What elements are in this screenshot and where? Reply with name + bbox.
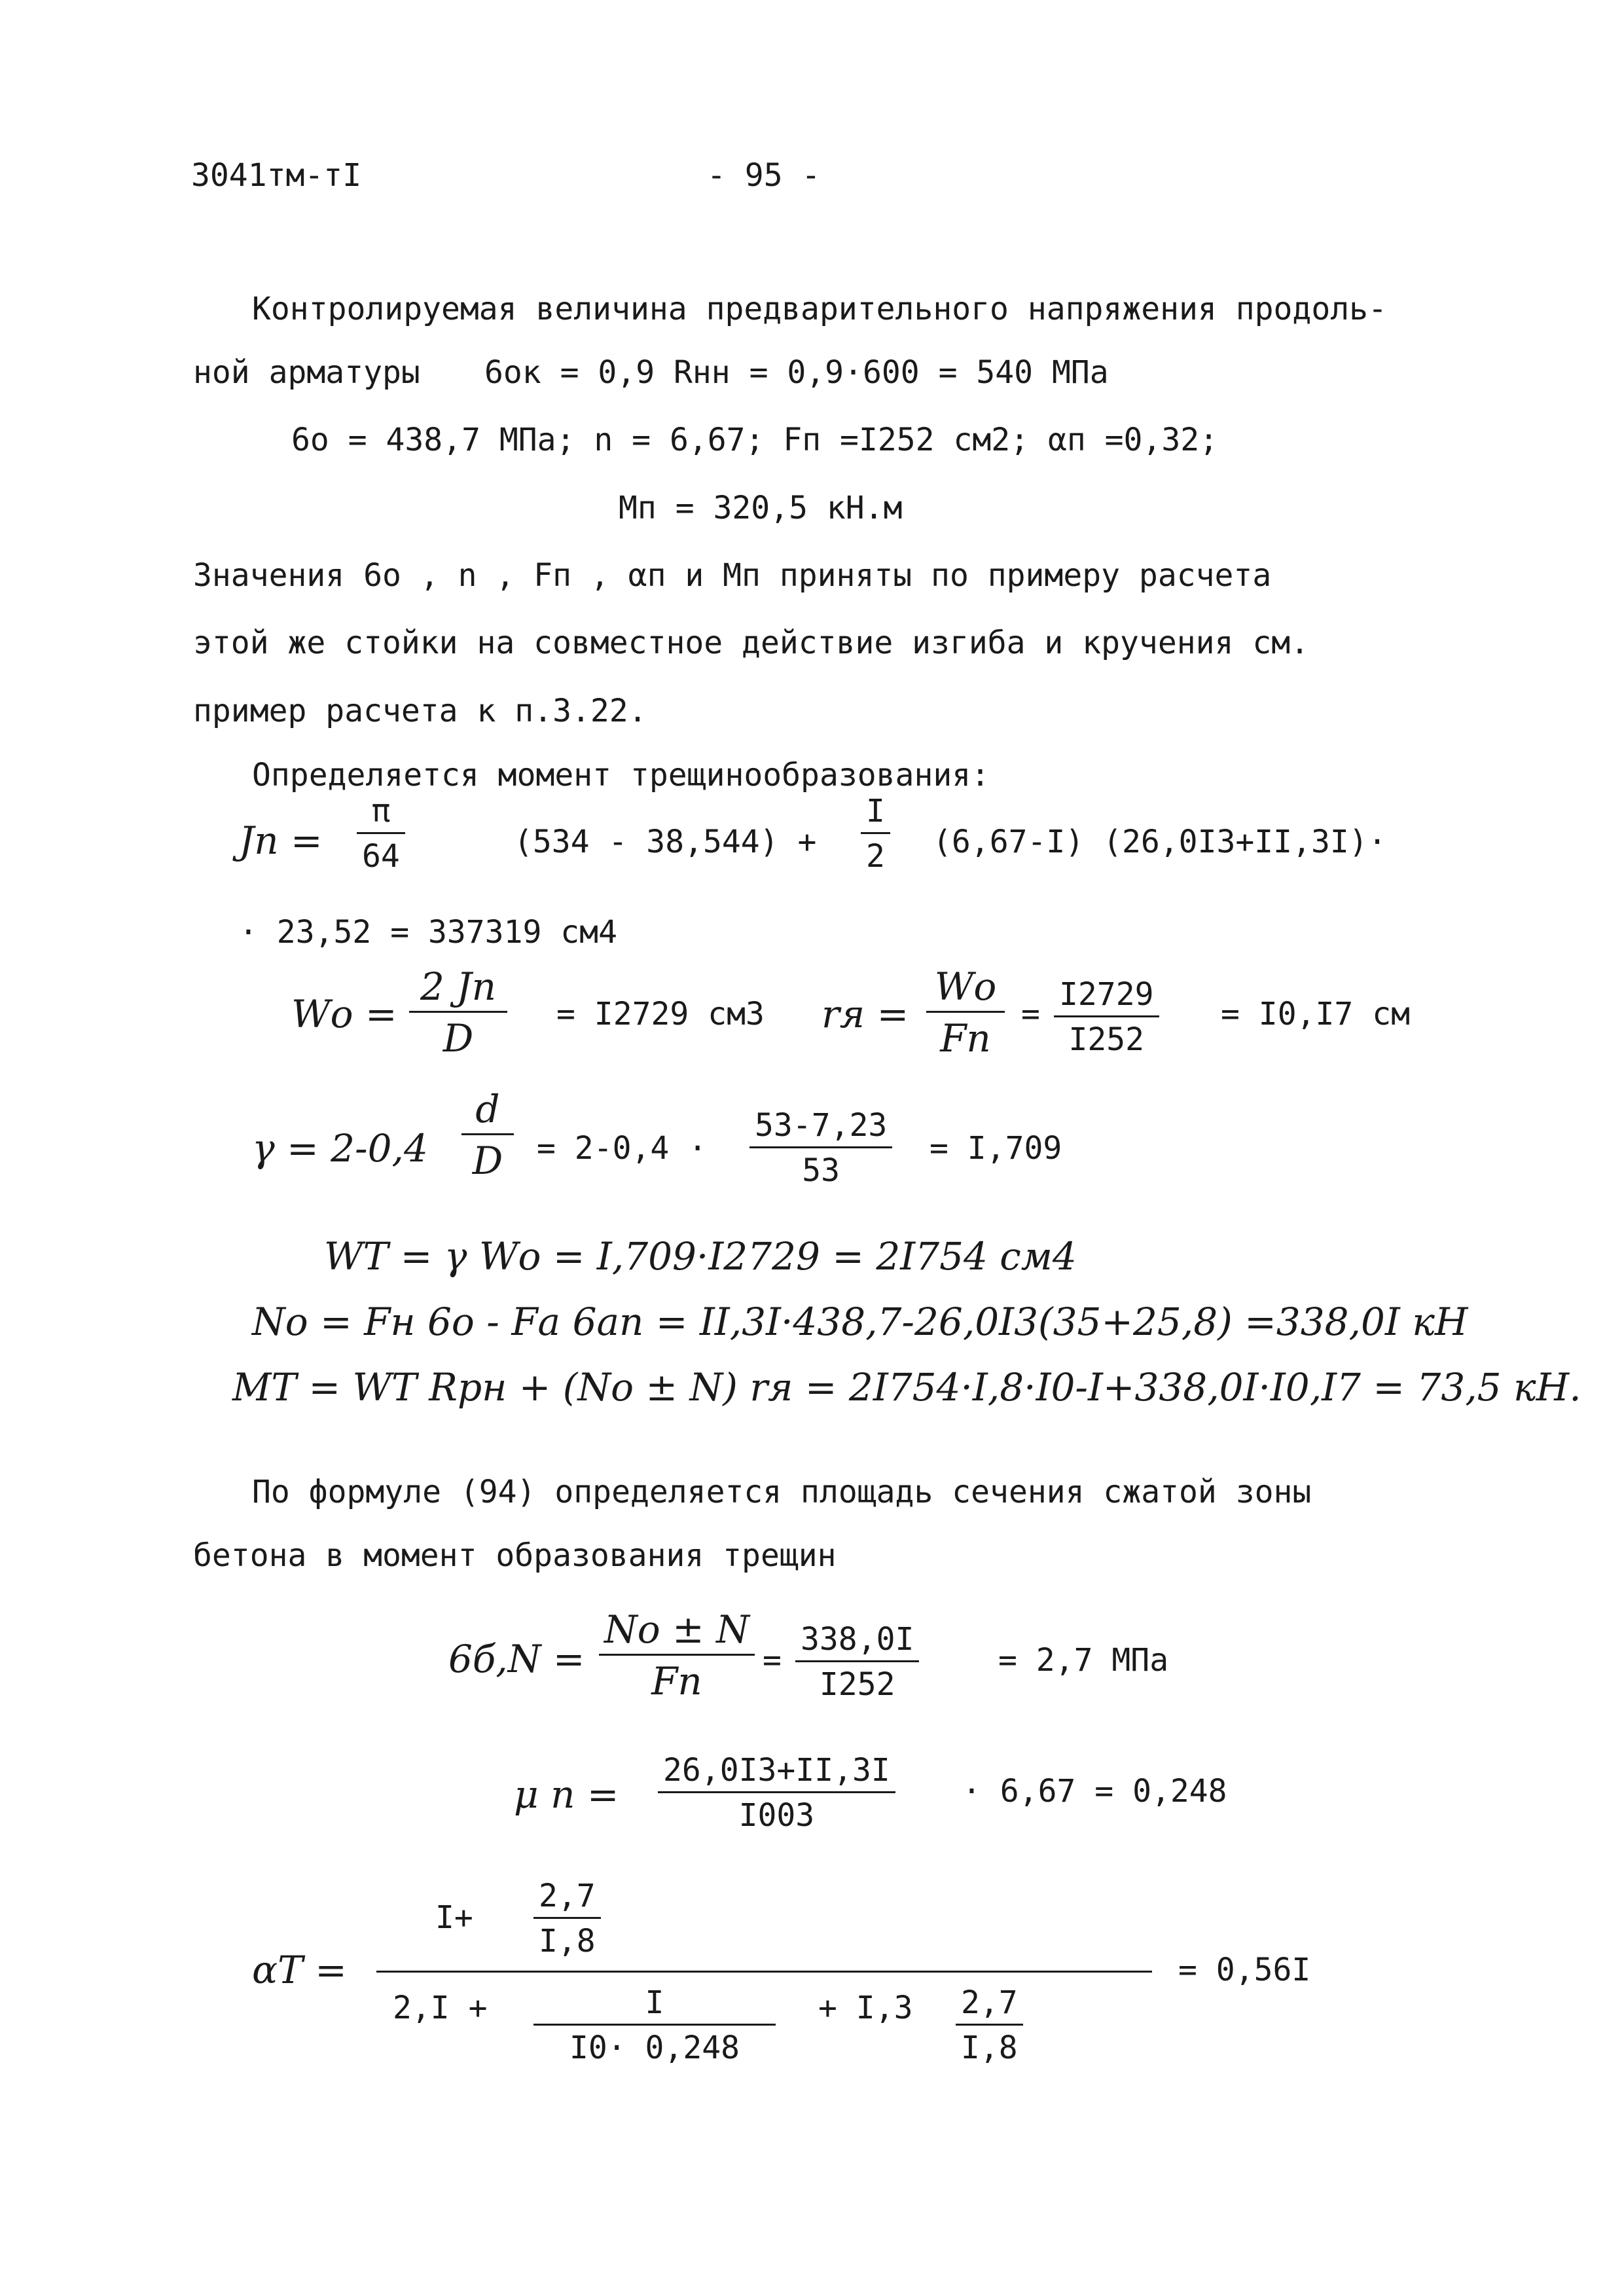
alpha-top-prefix: I+ <box>435 1899 473 1936</box>
fraction-numerator: 2,7 <box>961 1984 1018 2021</box>
fraction-half <box>861 793 890 875</box>
fraction-numerator: 26,0I3+II,3I <box>663 1752 890 1789</box>
fraction-numerator: 2 Jп <box>420 964 496 1009</box>
fraction-numerator: I <box>866 793 885 829</box>
eq-mu-result: · 6,67 = 0,248 <box>962 1773 1227 1810</box>
eq-jn-tail: (6,67-I) (26,0I3+II,3I)· <box>933 824 1387 860</box>
eq-r-lhs: rя = <box>821 992 909 1036</box>
fraction-mu <box>658 1752 895 1834</box>
paragraph-line: Значения 6о , n , Fп , αп и Mп приняты по примеру расчета <box>193 557 1272 594</box>
eq-gamma-result: = I,709 <box>929 1130 1062 1167</box>
page-number: - 95 - <box>707 157 821 194</box>
eq-alpha-lhs: αТ = <box>252 1948 347 1992</box>
fraction-denominator: I003 <box>738 1797 815 1834</box>
fraction-denominator: Fп <box>940 1016 991 1061</box>
fraction-denominator: I0· 0,248 <box>569 2030 740 2066</box>
formula-moment: Mп = 320,5 кН.м <box>619 490 903 526</box>
fraction-numerator: Wо <box>934 964 997 1009</box>
eq-r-result: = I0,I7 см <box>1221 996 1410 1032</box>
fraction-numerator: π <box>371 793 391 829</box>
eq-mu-lhs: μ n = <box>514 1772 619 1817</box>
alpha-bottom-middle: + I,3 <box>818 1990 913 2026</box>
alpha-bottom-prefix: 2,I + <box>393 1990 488 2026</box>
fraction-denominator: 2 <box>866 838 885 875</box>
paragraph-line: пример расчета к п.3.22. <box>193 693 647 729</box>
main-fraction-bar <box>376 1971 1152 1973</box>
fraction-numerator: d <box>475 1087 500 1131</box>
fraction-sigma-values <box>795 1621 919 1703</box>
paragraph-line: Контролируемая величина предварительного напряжения продоль- <box>252 291 1387 327</box>
fraction-denominator: I252 <box>819 1666 895 1703</box>
fraction-alpha-top <box>533 1880 601 1957</box>
fraction-denominator: I,8 <box>539 1923 596 1959</box>
fraction-denominator: I,8 <box>961 2030 1018 2066</box>
fraction-sigma <box>599 1607 755 1704</box>
fraction-denominator: I252 <box>1068 1021 1145 1058</box>
formula-prestress: 6ок = 0,9 Rнн = 0,9·600 = 540 МПа <box>484 354 1109 391</box>
eq-w0-result: = I2729 см3 <box>556 996 765 1032</box>
fraction-r <box>926 964 1005 1061</box>
fraction-numerator: 338,0I <box>801 1621 914 1658</box>
eq-wt: WТ = γ Wо = I,709·I2729 = 2I754 см4 <box>324 1234 1077 1279</box>
fraction-numerator: I <box>645 1984 664 2021</box>
paragraph-line: ной арматуры <box>193 354 420 391</box>
eq-alpha-result: = 0,56I <box>1178 1952 1311 1988</box>
eq-jn-continuation: · 23,52 = 337319 см4 <box>239 914 617 951</box>
paragraph-line: Определяется момент трещинообразования: <box>252 757 990 793</box>
fraction-d-over-D <box>461 1087 514 1183</box>
document-code: 3041тм-тI <box>191 157 362 194</box>
fraction-w0 <box>409 964 507 1061</box>
eq-jn-middle: (534 - 38,544) + <box>514 824 817 860</box>
formula-parameters: 6о = 438,7 МПа; n = 6,67; Fп =I252 см2; αп =0,32; <box>291 422 1219 458</box>
fraction-numerator: I2729 <box>1059 976 1154 1013</box>
fraction-alpha-bottom-2 <box>956 1984 1023 2066</box>
fraction-denominator: D <box>472 1139 503 1183</box>
fraction-gamma-values <box>749 1107 892 1189</box>
fraction-alpha-bottom-1 <box>533 1984 776 2066</box>
eq-n0: Nо = Fн 6о - Fа 6ап = II,3I·438,7-26,0I3(35+25,8) =338,0I кН <box>252 1300 1468 1344</box>
paragraph-line: По формуле (94) определяется площадь сечения сжатой зоны <box>252 1474 1312 1510</box>
paragraph-line: бетона в момент образования трещин <box>193 1537 837 1574</box>
fraction-numerator: 53-7,23 <box>755 1107 888 1144</box>
fraction-numerator: Nо ± N <box>604 1607 749 1652</box>
eq-sigma-equals: = <box>763 1642 782 1679</box>
fraction-numerator: 2,7 <box>539 1878 596 1914</box>
eq-w0-lhs: Wо = <box>291 992 397 1036</box>
eq-sigma-lhs: 6б,N = <box>448 1637 585 1681</box>
fraction-denominator: 53 <box>802 1152 840 1189</box>
fraction-denominator: D <box>442 1016 474 1061</box>
eq-gamma-lhs: γ = 2-0,4 <box>252 1126 428 1171</box>
fraction-denominator: 64 <box>362 838 400 875</box>
eq-sigma-result: = 2,7 МПа <box>998 1642 1169 1679</box>
paragraph-line: этой же стойки на совместное действие изгиба и кручения см. <box>193 625 1310 661</box>
fraction-r-values <box>1054 976 1159 1058</box>
fraction-pi-64 <box>357 793 405 875</box>
fraction-denominator: Fп <box>651 1659 702 1704</box>
eq-jn-lhs: Jп = <box>239 818 323 863</box>
eq-gamma-middle: = 2-0,4 · <box>537 1130 708 1167</box>
eq-mt: MТ = WТ Rрн + (Nо ± N) rя = 2I754·I,8·I0-I+338,0I·I0,I7 = 73,5 кН. <box>232 1365 1581 1410</box>
eq-r-equals: = <box>1021 996 1040 1032</box>
